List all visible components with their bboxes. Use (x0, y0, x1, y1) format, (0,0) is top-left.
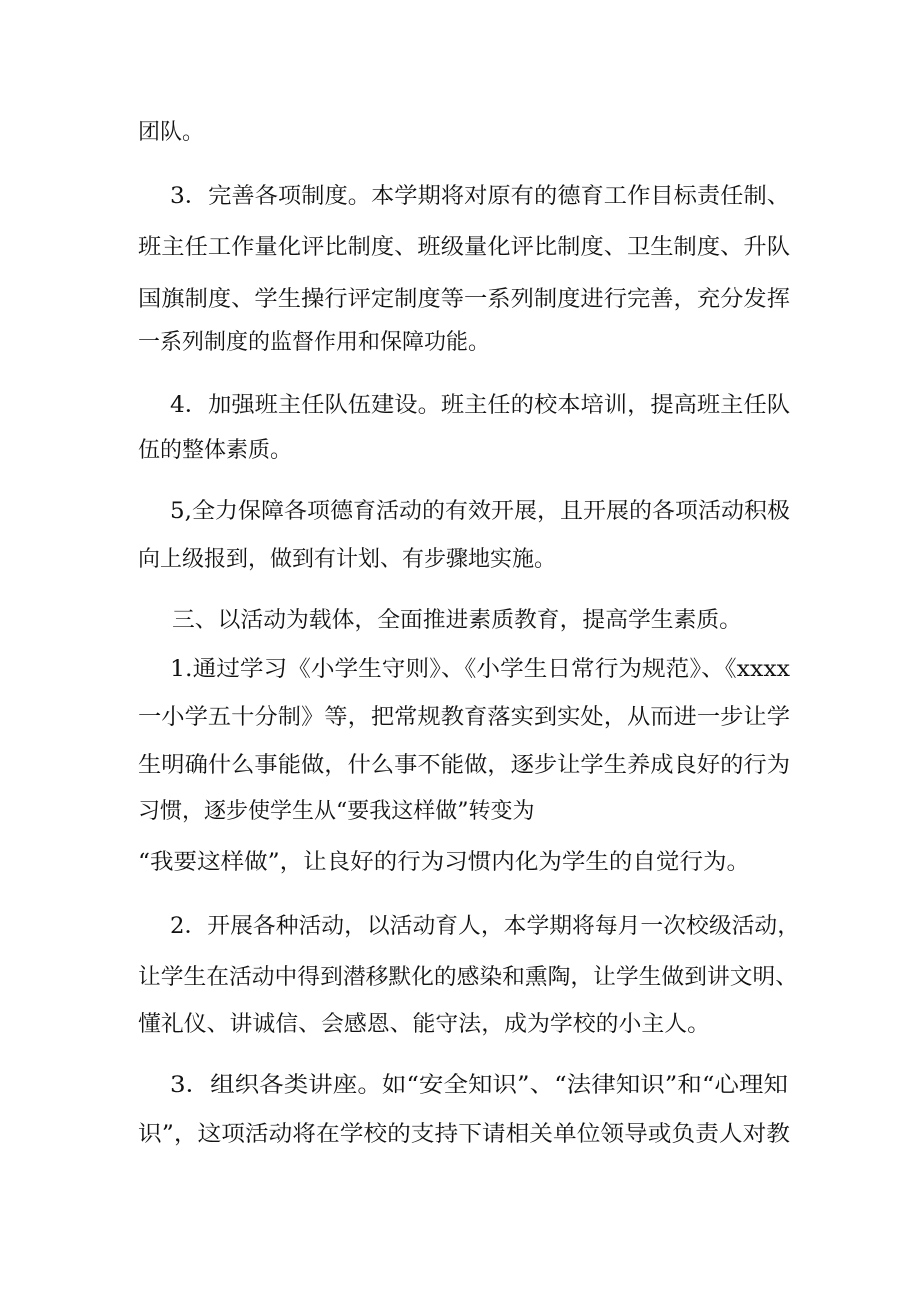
text-line: 向上级报到，做到有计划、有步骤地实施。 (138, 547, 557, 572)
text-line: 3．组织各类讲座。如“安全知识”、“法律知识”和“心理知 (170, 1073, 788, 1098)
text-line: 1.通过学习《小学生守则》、《小学生日常行为规范》、《xxxx (170, 657, 791, 682)
text-line: 生明确什么事能做，什么事不能做，逐步让学生养成良好的行为 (138, 753, 790, 778)
text-line: 国旗制度、学生操行评定制度等一系列制度进行完善，充分发挥 (138, 287, 790, 312)
text-line: “我要这样做”，让良好的行为习惯内化为学生的自觉行为。 (138, 850, 750, 875)
text-line: 让学生在活动中得到潜移默化的感染和熏陶，让学生做到讲文明、 (138, 965, 798, 990)
text-line: 3．完善各项制度。本学期将对原有的德育工作目标责任制、 (170, 184, 790, 209)
text-line: 识”，这项活动将在学校的支持下请相关单位领导或负责人对教 (138, 1122, 790, 1147)
text-line: 三、以活动为载体，全面推进素质教育，提高学生素质。 (172, 608, 742, 633)
text-line: 5,全力保障各项德育活动的有效开展，且开展的各项活动积极 (170, 499, 790, 524)
text-line: 一小学五十分制》等，把常规教育落实到实处，从而进一步让学 (138, 705, 790, 730)
text-line: 4．加强班主任队伍建设。班主任的校本培训，提高班主任队 (170, 393, 790, 418)
text-line: 懂礼仪、讲诚信、会感恩、能守法，成为学校的小主人。 (138, 1012, 710, 1037)
text-line: 2．开展各种活动，以活动育人，本学期将每月一次校级活动， (170, 914, 800, 939)
text-line: 习惯，逐步使学生从“要我这样做”转变为 (138, 799, 535, 824)
text-line: 班主任工作量化评比制度、班级量化评比制度、卫生制度、升队 (138, 235, 790, 260)
text-line: 团队。 (138, 120, 205, 145)
text-line: 一系列制度的监督作用和保障功能。 (138, 330, 491, 355)
text-line: 伍的整体素质。 (138, 438, 293, 463)
